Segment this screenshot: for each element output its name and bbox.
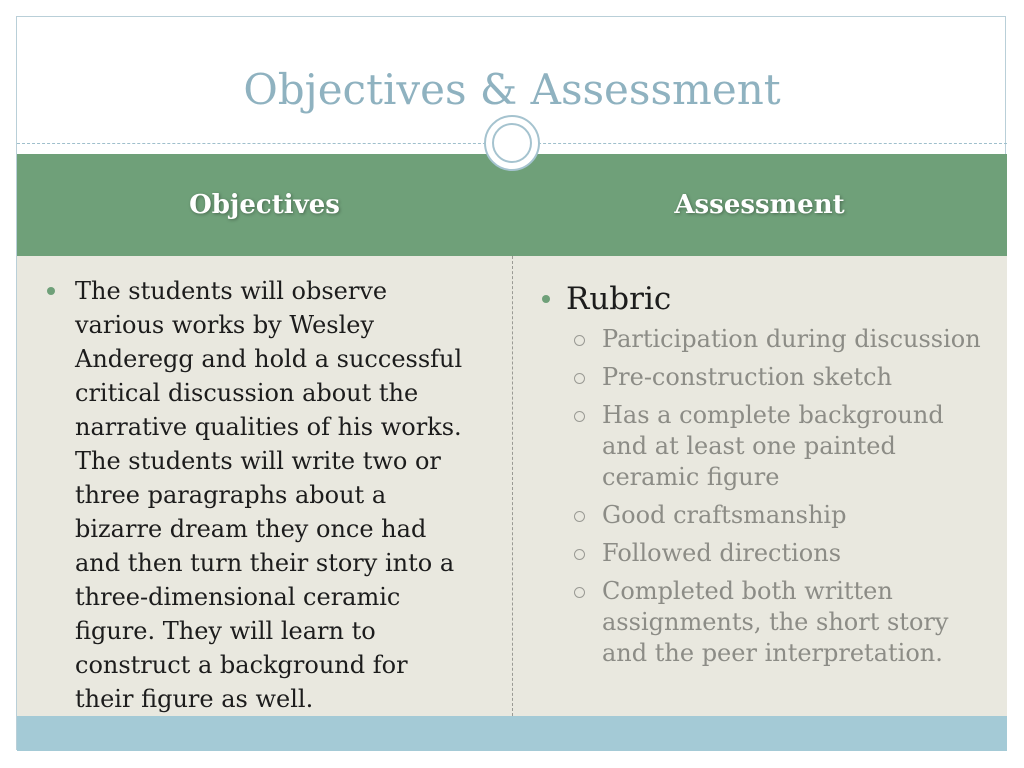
objective-line: Anderegg and hold a successful — [75, 345, 463, 373]
rubric-item — [574, 500, 997, 531]
objective-line: three-dimensional ceramic — [75, 583, 401, 611]
objective-line: three paragraphs about a — [75, 481, 387, 509]
rubric-item-text — [602, 362, 892, 393]
rubric-bullet — [542, 280, 997, 318]
rubric-item-line: and the peer interpretation. — [602, 639, 943, 667]
header-objectives: Objectives — [189, 190, 340, 220]
objective-bullet — [47, 274, 487, 716]
bullet-dot-icon — [542, 295, 550, 303]
rubric-list — [574, 324, 997, 669]
rubric-heading: Rubric — [566, 281, 672, 317]
rubric-item — [574, 362, 997, 393]
rubric-item-line: Has a complete background — [602, 401, 944, 429]
rubric-item-line: and at least one painted — [602, 432, 896, 460]
objectives-assessment-table — [17, 154, 1007, 716]
objective-line: their figure as well. — [75, 685, 314, 713]
objective-line: figure. They will learn to — [75, 617, 376, 645]
hollow-bullet-icon — [574, 335, 585, 346]
table-body — [17, 256, 1007, 716]
rubric-item-line: ceramic figure — [602, 463, 780, 491]
objective-text — [75, 274, 462, 716]
rubric-item-line: Followed directions — [602, 539, 842, 567]
assessment-cell — [542, 280, 997, 676]
footer-bar — [17, 716, 1007, 751]
objectives-cell — [47, 274, 487, 716]
rubric-item — [574, 576, 997, 669]
decorative-circle-icon — [484, 115, 540, 171]
rubric-item-line: Good craftsmanship — [602, 501, 847, 529]
inner-circle-icon — [492, 123, 532, 163]
column-divider — [512, 256, 513, 716]
rubric-item-line: Pre-construction sketch — [602, 363, 893, 391]
hollow-bullet-icon — [574, 373, 585, 384]
objective-line: bizarre dream they once had — [75, 515, 427, 543]
objective-line: critical discussion about the — [75, 379, 419, 407]
slide — [16, 16, 1006, 750]
bullet-dot-icon — [47, 287, 55, 295]
hollow-bullet-icon — [574, 511, 585, 522]
rubric-item-line: assignments, the short story — [602, 608, 949, 636]
hollow-bullet-icon — [574, 587, 585, 598]
objective-line: various works by Wesley — [75, 311, 375, 339]
hollow-bullet-icon — [574, 411, 585, 422]
rubric-item — [574, 538, 997, 569]
objective-line: construct a background for — [75, 651, 408, 679]
rubric-item — [574, 324, 997, 355]
slide-title: Objectives & Assessment — [243, 65, 781, 114]
header-assessment: Assessment — [674, 190, 845, 220]
objective-line: narrative qualities of his works. — [75, 413, 462, 441]
rubric-item-text — [602, 324, 981, 355]
rubric-item-line: Completed both written — [602, 577, 893, 605]
rubric-item — [574, 400, 997, 493]
objective-line: The students will observe — [75, 277, 388, 305]
rubric-item-line: Participation during discussion — [602, 325, 981, 353]
rubric-item-text — [602, 400, 944, 493]
rubric-item-text — [602, 576, 948, 669]
objective-line: The students will write two or — [75, 447, 441, 475]
rubric-item-text — [602, 500, 846, 531]
objective-line: and then turn their story into a — [75, 549, 455, 577]
hollow-bullet-icon — [574, 549, 585, 560]
rubric-item-text — [602, 538, 841, 569]
